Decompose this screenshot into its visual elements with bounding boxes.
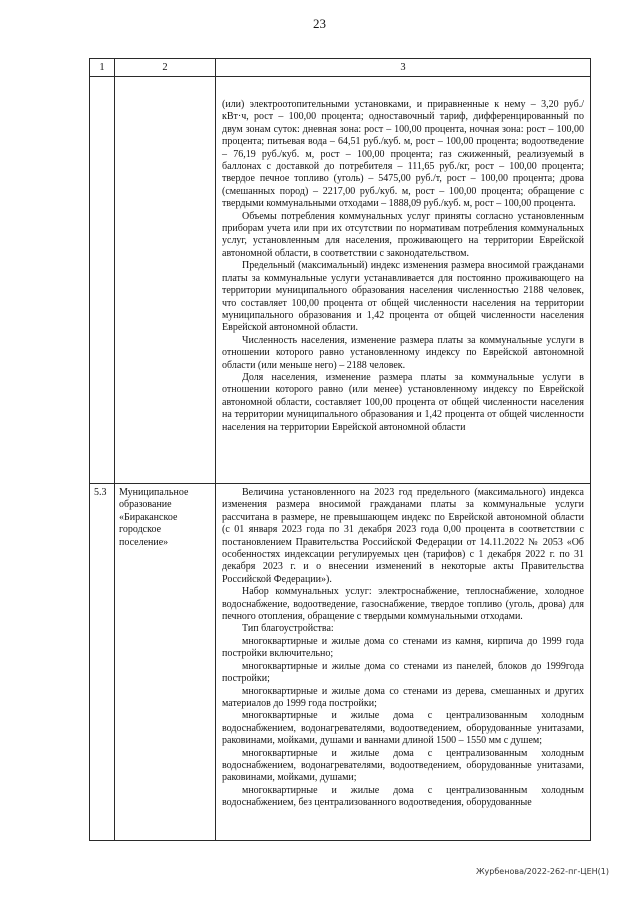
table-header-row xyxy=(90,59,591,77)
row2-paragraph: Величина установленного на 2023 год предельного (максимального) индекса изменения размера вносимой гражданами платы за коммунальные услуги рассчитана в размере, не превышающем индекс по Еврейской автономной области (с 01 января 2023 года по 31 декабря 2023 года 0,00 процента в соответствии с постановлением Правительства Российской Федерации от 14.11.2022 № 2053 «Об особенностях индексации регулируемых цен (тарифов) с 1 декабря 2022 г. по 31 декабря 2023 г. и о внесении изменений в некоторые акты Правительства Российской Федерации»). xyxy=(222,487,584,585)
row1-paragraph: Объемы потребления коммунальных услуг приняты согласно установленным приборам учета или при их отсутствии по нормативам потребления коммунальных услуг, установленным для населения, проживающего на территории Еврейской автономной области, в соответствии с законодательством. xyxy=(222,210,584,259)
table-row xyxy=(90,77,591,484)
row2-paragraph: многоквартирные и жилые дома с централизованным холодным водоснабжением, водонагревателями, водоотведением, оборудованные унитазами, раковинами, мойками, душами и ваннами длиной 1500 – 1550 мм с душем; xyxy=(222,710,584,747)
row1-number-cell xyxy=(90,77,115,484)
row1-paragraph: Доля населения, изменение размера платы за коммунальные услуги в отношении которого равно (или менее) установленному индексу по Еврейской автономной области, составляет 100,00 процента от общей численности населения на территории муниципального образования и 1,42 процента от общей численности населения на территории Еврейской автономной области xyxy=(222,371,584,433)
municipality-name: Муниципальное образование «Бираканское городское поселение» xyxy=(119,487,189,548)
row1-content-cell xyxy=(216,77,591,484)
page-number: 23 xyxy=(313,16,326,31)
row1-paragraph: Предельный (максимальный) индекс изменения размера вносимой гражданами платы за коммунальные услуги устанавливается для постоянно проживающего на территории муниципального образования населения численностью 2188 человек, что составляет 100,00 процента от общей численности населения на территории муниципального образования и 1,42 процента от общей численности населения Еврейской автономной области. xyxy=(222,260,584,334)
row2-paragraph: Набор коммунальных услуг: электроснабжение, теплоснабжение, холодное водоснабжение, водоотведение, газоснабжение, твердое топливо (уголь, дрова) для печного отопления, обращение с твердыми коммунальными отходами. xyxy=(222,586,584,623)
row2-paragraph: многоквартирные и жилые дома со стенами из панелей, блоков до 1999года постройки; xyxy=(222,660,584,685)
header-cell-3: 3 xyxy=(216,59,591,77)
row2-content-cell xyxy=(216,484,591,841)
row2-paragraph: многоквартирные и жилые дома со стенами из дерева, смешанных и других материалов до 1999 года постройки; xyxy=(222,685,584,709)
row1-paragraph: (или) электроотопительными установками, и приравненные к нему – 3,20 руб./кВт·ч, рост – 100,00 процента; одноставочный тариф, дифференцированный по двум зонам суток: дневная зона: рост – 100,00 процента, ночная зона: рост – 100,00 процента; питьевая вода – 64,51 руб./куб. м, рост – 100,00 процента; водоотведение – 76,19 руб./куб. м, рост – 100,00 процента; газ сжиженный, реализуемый в баллонах с доставкой до потребителя – 111,65 руб./кг, рост – 100,00 процента; твердое печное топливо (уголь) – 5475,00 руб./т, рост – 100,00 процента; дрова (смешанных пород) – 2217,00 руб./куб. м, рост – 100,00 процента; обращение с твердыми коммунальными отходами – 1888,09 руб./куб. м, рост – 100,00 процента. xyxy=(222,99,584,210)
tariff-table xyxy=(89,58,591,841)
row2-paragraph: многоквартирные и жилые дома со стенами из камня, кирпича до 1999 года постройки включительно; xyxy=(222,635,584,660)
row-number: 5.3 xyxy=(94,487,107,498)
row2-paragraph: многоквартирные и жилые дома с централизованным холодным водоснабжением, без централизованного водоотведения, оборудованные xyxy=(222,784,584,809)
row1-name-cell xyxy=(115,77,216,484)
document-footer-id: Журбенова/2022-262-пг-ЦЕН(1) xyxy=(475,867,609,876)
row2-paragraph: многоквартирные и жилые дома с централизованным холодным водоснабжением, водонагревателями, водоотведением, оборудованные унитазами, раковинами, мойками, душами; xyxy=(222,747,584,784)
table-row xyxy=(90,484,591,841)
row2-number-cell xyxy=(90,484,115,841)
row2-paragraph: Тип благоустройства: xyxy=(242,623,334,635)
header-cell-1: 1 xyxy=(90,59,115,77)
row2-name-cell xyxy=(115,484,216,841)
header-cell-2: 2 xyxy=(115,59,216,77)
row1-paragraph: Численность населения, изменение размера платы за коммунальные услуги в отношении которого равно установленному индексу по Еврейской автономной области (или меньше него) – 2188 человек. xyxy=(222,334,584,371)
